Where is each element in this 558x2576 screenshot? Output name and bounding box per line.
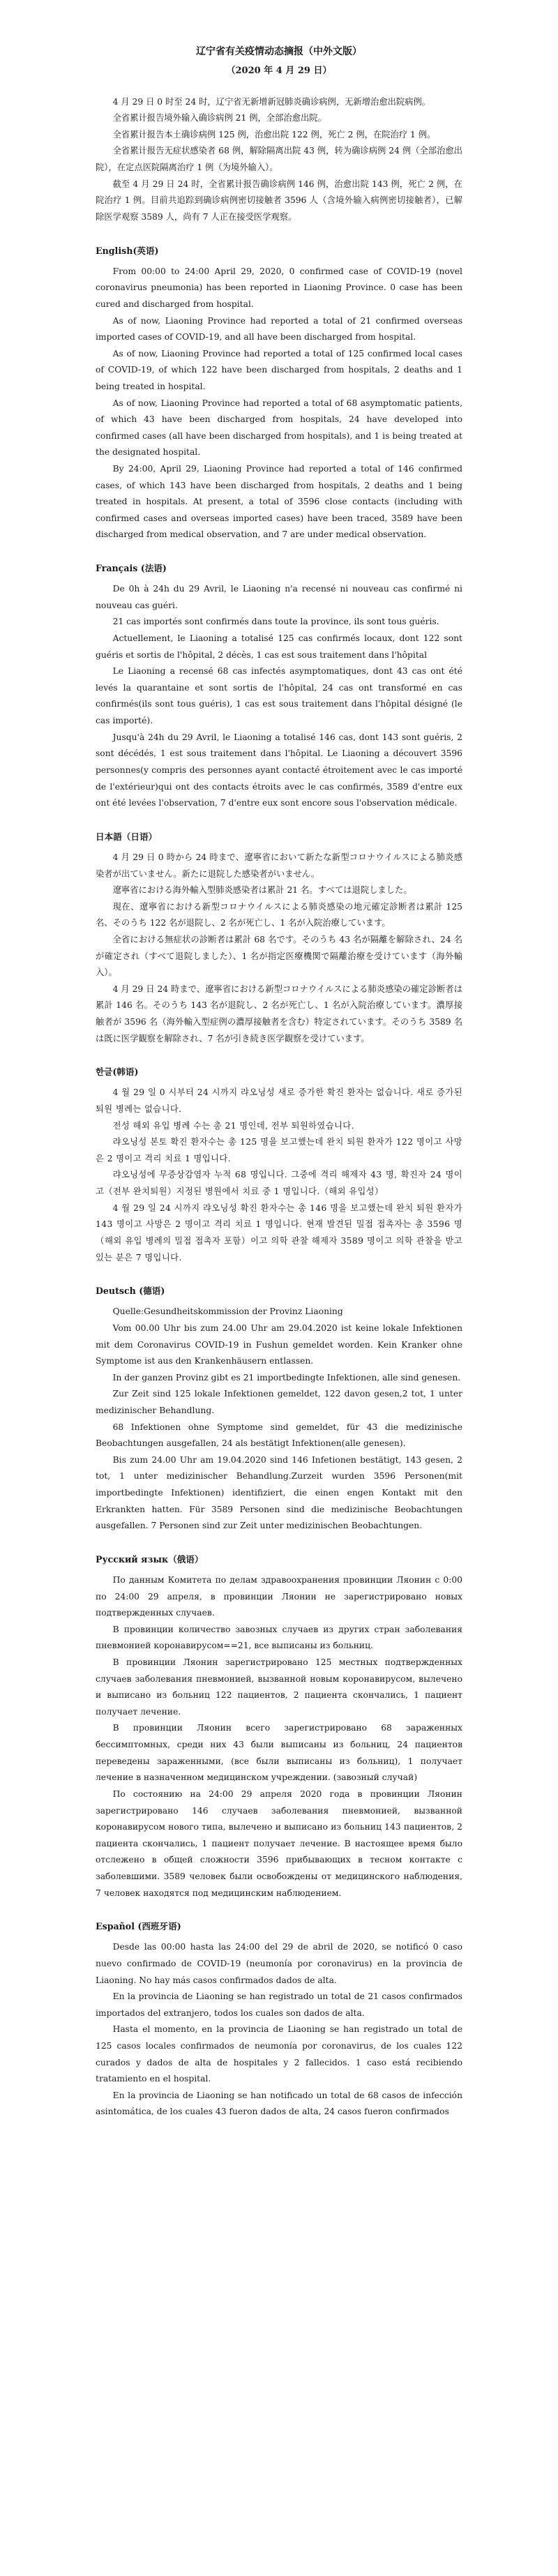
paragraph: Le Liaoning a recensé 68 cas infectés asymptomatiques, dont 43 cas ont été levés la quarantaine et sont sortis de l'hôpital, 24 cas ont transformé en cas confirmés(ils sont tous guéris), 1 cas est sous traitement dans l'hôpital désigné (le cas importé). [96,666,462,726]
paragraph: Jusqu'à 24h du 29 Avril, le Liaoning a totalisé 146 cas, dont 143 sont guéris, 2 sont décédés, 1 est sous traitement dans l'hôpital. Le Liaoning a découvert 3596 personnes(y compris des personnes ayant contacté étroitement avec le cas importé de l'extérieur)qui ont des contacts étroits avec le cas confirmés, 3589 d'entre eux ont été levées l'observation, 7 d'entre eux sont encore sous l'observation médicale. [96,732,462,808]
section-heading: 한글(韩语) [96,1067,139,1078]
paragraph: Bis zum 24.00 Uhr am 19.04.2020 sind 146 Infetionen bestätigt, 143 gesen, 2 tot, 1 unter medizinischer Behandlung.Zurzeit wurden 3596 Personen(mit importbedingte Infektionen) identifiziert, die einen engen Kontakt mit den Erkrankten hatten. Für 3589 Personen sind die medizinische Beobachtungen ausgefallen. 7 Personen sind zur Zeit unter medizinischen Beobachtungen. [96,1454,462,1531]
paragraph: As of now, Liaoning Province had reported a total of 68 asymptomatic patients, of which 43 have been discharged from hospitals, 24 have developed into confirmed cases (all have been discharged from hospitals), and 1 is being treated at the designated hospital. [96,398,462,458]
paragraph: 4 月 29 日 0 时至 24 时，辽宁省无新增新冠肺炎确诊病例，无新增治愈出院病例。 [112,96,431,107]
section-heading: 日本語（日语） [96,831,158,842]
paragraph: 全省累计报告本土确诊病例 125 例，治愈出院 122 例，死亡 2 例，在院治疗 1 例。 [112,129,436,140]
paragraph: Hasta el momento, en la provincia de Liaoning se han registrado un total de 125 casos locales confirmados de neumonía por coronavirus, de los cuales 122 curados y dados de alta de hospitales y 2 fallecidos. 1 caso está recibiendo tratamiento en el hospital. [96,2024,462,2084]
chinese-section [96,94,462,226]
paragraph: As of now, Liaoning Province had reported a total of 125 confirmed local cases of COVID-19, of which 122 have been discharged from hospitals, 2 deaths and 1 being treated in hospital. [96,348,462,391]
german-section [96,1283,462,1535]
paragraph: 全省累计报告境外输入确诊病例 21 例，全部治愈出院。 [112,113,326,123]
paragraph: 랴오닝성에 무증상감염자 누적 68 명입니다. 그중에 격리 해제자 43 명, 확진자 24 명이고（전부 완치퇴원）지정된 병원에서 치료 중 1 명입니다.（해외 유입성） [96,1170,462,1197]
paragraph: 全省累计报告无症状感染者 68 例，解除隔离出院 43 例，转为确诊病例 24 例（全部治愈出院），在定点医院隔离治疗 1 例（为境外输入）。 [96,146,462,173]
paragraph: В провинции Ляонин зарегистрировано 125 местных подтвержденных случаев заболевания пневмонией, вызванной новым коронавирусом, вылечено и выписано из больниц 122 пациентов, 2 пациента скончались, 1 пациент получает лечение. [96,1657,462,1717]
paragraph: 全省における無症状の診断者は累計 68 名です。そのうち 43 名が隔離を解除され、24 名が確定され（すべて退院しました）、1 名が指定医療機関で隔離治療を受けています（海外輸入）。 [96,934,462,978]
section-heading: Español (西班牙语) [96,1921,181,1932]
page-title: 辽宁省有关疫情动态摘报（中外文版） [196,46,362,57]
paragraph: 現在、遼寧省における新型コロナウイルスによる肺炎感染の地元確定診断者は累計 125 名、そのうち 122 名が退院し、2 名が死亡し、1 名が入院治療しています。 [96,901,462,928]
paragraph: Desde las 00:00 hasta las 24:00 del 29 de abril de 2020, se notificó 0 caso nuevo confirmado de COVID-19 (neumonía por coronavirus) en la provincia de Liaoning. No hay más casos confirmados dados de alta. [96,1942,462,1985]
paragraph: 21 cas importés sont confirmés dans toute la province, ils sont tous guéris. [112,617,439,627]
paragraph: In der ganzen Provinz gibt es 21 importbedingte Infektionen, alle sind genesen. [112,1372,461,1383]
paragraph: 遼寧省における海外輸入型肺炎感染者は累計 21 名。すべては退院しました。 [112,885,412,896]
paragraph: As of now, Liaoning Province had reported a total of 21 confirmed overseas imported cases of COVID-19, and all have been discharged from hospital. [96,315,462,342]
russian-section [96,1551,462,1901]
paragraph: Actuellement, le Liaoning a totalisé 125 cas confirmés locaux, dont 122 sont guéris et sortis de l'hôpital, 2 décès, 1 cas est sous traitement dans l'hôpital [96,633,462,660]
spanish-section [96,1918,462,2121]
paragraph: Quelle:Gesundheitskommission der Provinz Liaoning [112,1306,343,1317]
paragraph: В провинции количество завозных случаев из других стран заболевания пневмонией коронавирусом==21, все выписаны из больниц. [96,1624,462,1651]
paragraph: 랴오닝성 본토 확진 환자수는 총 125 명을 보고했는데 완치 퇴원 환자가 122 명이고 사망은 2 명이고 격리 치료 1 명입니다. [96,1137,462,1163]
paragraph: From 00:00 to 24:00 April 29, 2020, 0 confirmed case of COVID-19 (novel coronavirus pneumonia) has been reported in Liaoning Province. 0 case has been cured and discharged from hospital. [96,266,462,309]
paragraph: В провинции Ляонин всего зарегистрировано 68 зараженных бессимптомных, среди них 43 были выписаны из больниц, 24 пациентов переведены зараженными, (все были выписаны из больниц), 1 получает лечение в назначенном медицинском учреждении. (завозный случай) [96,1723,462,1783]
paragraph: En la provincia de Liaoning se han registrado un total de 21 casos confirmados importados del extranjero, todos los cuales son dados de alta. [96,1991,462,2018]
paragraph: По состоянию на 24:00 29 апреля 2020 года в провинции Ляонин зарегистрировано 146 случаев заболевания пневмонией, вызванной коронавирусом нового типа, вылечено и выписано из больниц 143 пациентов, 2 пациента скончались, 1 пациент получает лечение. В настоящее время было отслежено в общей сложности 3596 прибывающих в тесном контакте с заболевшими. 3589 человек были освобождены от медицинского наблюдения, 7 человек находятся под медицинским наблюдением. [96,1788,462,1898]
paragraph: 68 Infektionen ohne Symptome sind gemeldet, für 43 die medizinische Beobachtungen ausgefallen, 24 als bestätigt Infektionen(alle genesen). [96,1422,462,1449]
japanese-section [96,829,462,1047]
english-section [96,243,462,544]
french-section [96,560,462,812]
paragraph: 截至 4 月 29 日 24 时，全省累计报告确诊病例 146 例，治愈出院 143 例，死亡 2 例，在院治疗 1 例。目前共追踪到确诊病例密切接触者 3596 人（含境外输入病例密切接触者），已解除医学观察 3589 人，尚有 7 人正在接受医学观察。 [96,179,462,222]
paragraph: 4 월 29 일 24 시까지 랴오닝성 확진 환자수는 총 146 명을 보고했는데 완치 퇴원 환자가 143 명이고 사망은 2 명이고 격리 치료 1 명입니다. 현재 발견된 밀접 접촉자는 총 3596 명（해외 유입 병례의 밀접 접촉자 포함）이고 의학 관찰 해제자 3589 명이고 의학 관찰을 받고 있는 분은 7 명입니다. [96,1203,462,1263]
paragraph: En la provincia de Liaoning se han notificado un total de 68 casos de infección asintomática, de los cuales 43 fueron dados de alta, 24 casos fueron confirmados [96,2090,462,2117]
paragraph: 4 月 29 日 24 時まで、遼寧省における新型コロナウイルスによる肺炎感染の確定診断者は累計 146 名。そのうち 143 名が退院し、2 名が死亡し、1 名が入院治療しています。濃厚接触者が 3596 名（海外輸入型症例の濃厚接触者を含む）特定されています。そのうち 3589 名は既に医学観察を解除され、7 名が引き続き医学観察を受けています。 [96,984,462,1044]
section-heading: Français (法语) [96,563,167,574]
section-heading: Русский язык（俄语） [96,1553,204,1565]
paragraph: 4 月 29 日 0 時から 24 時まで、遼寧省において新たな新型コロナウイルスによる肺炎感染者が出ていません。新たに退院した感染者がいません。 [96,852,462,879]
paragraph: 4 월 29 일 0 시부터 24 시까지 랴오닝성 새로 증가한 확진 환자는 없습니다. 새로 증가된 퇴원 병례는 없습니다. [96,1087,462,1115]
paragraph: Zur Zeit sind 125 lokale Infektionen gemeldet, 122 davon gesen,2 tot, 1 unter medizinischer Behandlung. [96,1389,462,1415]
report-date: （2020 年 4 月 29 日） [226,65,332,76]
paragraph: 전성 해외 유입 병례 수는 총 21 명인데, 전부 퇴원하였습니다. [112,1120,354,1131]
korean-section [96,1064,462,1266]
paragraph: По данным Комитета по делам здравоохранения провинции Ляонин с 0:00 по 24:00 29 апреля, в провинции Ляонин не зарегистрировано новых подтвержденных случаев. [96,1574,462,1618]
paragraph: De 0h à 24h du 29 Avril, le Liaoning n'a recensé ni nouveau cas confirmé ni nouveau cas guéri. [96,584,462,610]
paragraph: Vom 00.00 Uhr bis zum 24.00 Uhr am 29.04.2020 ist keine lokale Infektionen mit dem Coronavirus COVID-19 in Fushun gemeldet worden. Kein Kranker ohne Symptome ist aus den Krankenhäusern entlassen. [96,1323,462,1366]
section-heading: English(英语) [96,245,159,256]
section-heading: Deutsch (德语) [96,1286,165,1297]
paragraph: By 24:00, April 29, Liaoning Province had reported a total of 146 confirmed cases, of which 143 have been discharged from hospitals, 2 deaths and 1 being treated in hospitals. At present, a total of 3596 close contacts (including with confirmed cases and overseas imported cases) have been traced, 3589 have been discharged from medical observation, and 7 are under medical observation. [96,464,462,540]
